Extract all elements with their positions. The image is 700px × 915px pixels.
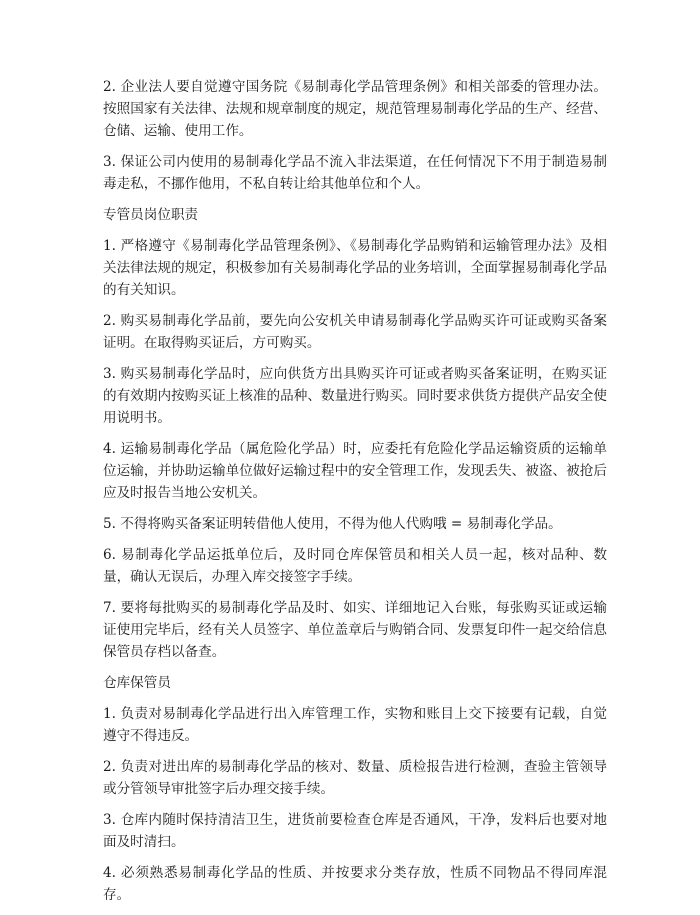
paragraph-item-3: 3. 保证公司内使用的易制毒化学品不流入非法渠道，在任何情况下不用于制造易制毒走私，不挪作他用，不私自转让给其他单位和个人。 bbox=[103, 154, 607, 192]
admin-item-6: 6. 易制毒化学品运抵单位后，及时同仓库保管员和相关人员一起，核对品种、数量，确认无误后，办理入库交接签字手续。 bbox=[103, 547, 607, 585]
admin-item-7: 7. 要将每批购买的易制毒化学品及时、如实、详细地记入台账，每张购买证或运输证使用完毕后，经有关人员签字、单位盖章后与购销合同、发票复印件一起交给信息保管员存档以备查。 bbox=[103, 600, 607, 660]
admin-item-1: 1. 严格遵守《易制毒化学品管理条例》、《易制毒化学品购销和运输管理办法》及相关法律法规的规定，积极参加有关易制毒化学品的业务培训，全面掌握易制毒化学品的有关知识。 bbox=[103, 238, 607, 298]
warehouse-item-4: 4. 必须熟悉易制毒化学品的性质、并按要求分类存放，性质不同物品不得同库混存。 bbox=[103, 865, 607, 903]
warehouse-item-2: 2. 负责对进出库的易制毒化学品的核对、数量、质检报告进行检测，查验主管领导或分管领导审批签字后办理交接手续。 bbox=[103, 759, 607, 797]
admin-item-4: 4. 运输易制毒化学品（属危险化学品）时，应委托有危险化学品运输资质的运输单位运输，并协助运输单位做好运输过程中的安全管理工作，发现丢失、被盗、被抢后应及时报告当地公安机关。 bbox=[103, 441, 607, 501]
warehouse-item-1: 1. 负责对易制毒化学品进行出入库管理工作，实物和账目上交下接要有记载，自觉遵守不得违反。 bbox=[103, 706, 607, 744]
section-heading-admin: 专管员岗位职责 bbox=[103, 207, 199, 223]
warehouse-item-3: 3. 仓库内随时保持清洁卫生，进货前要检查仓库是否通风，干净，发料后也要对地面及时清扫。 bbox=[103, 812, 607, 850]
document-body bbox=[103, 76, 607, 915]
section-heading-warehouse: 仓库保管员 bbox=[103, 675, 171, 691]
admin-item-3: 3. 购买易制毒化学品时，应向供货方出具购买许可证或者购买备案证明，在购买证的有效期内按购买证上核准的品种、数量进行购买。同时要求供货方提供产品安全使用说明书。 bbox=[103, 366, 607, 426]
admin-item-5: 5. 不得将购买备案证明转借他人使用，不得为他人代购哦 = 易制毒化学品。 bbox=[103, 516, 562, 532]
paragraph-item-2: 2. 企业法人要自觉遵守国务院《易制毒化学品管理条例》和相关部委的管理办法。按照国家有关法律、法规和规章制度的规定，规范管理易制毒化学品的生产、经营、仓储、运输、使用工作。 bbox=[103, 79, 607, 139]
admin-item-2: 2. 购买易制毒化学品前，要先向公安机关申请易制毒化学品购买许可证或购买备案证明。在取得购买证后，方可购买。 bbox=[103, 313, 607, 351]
